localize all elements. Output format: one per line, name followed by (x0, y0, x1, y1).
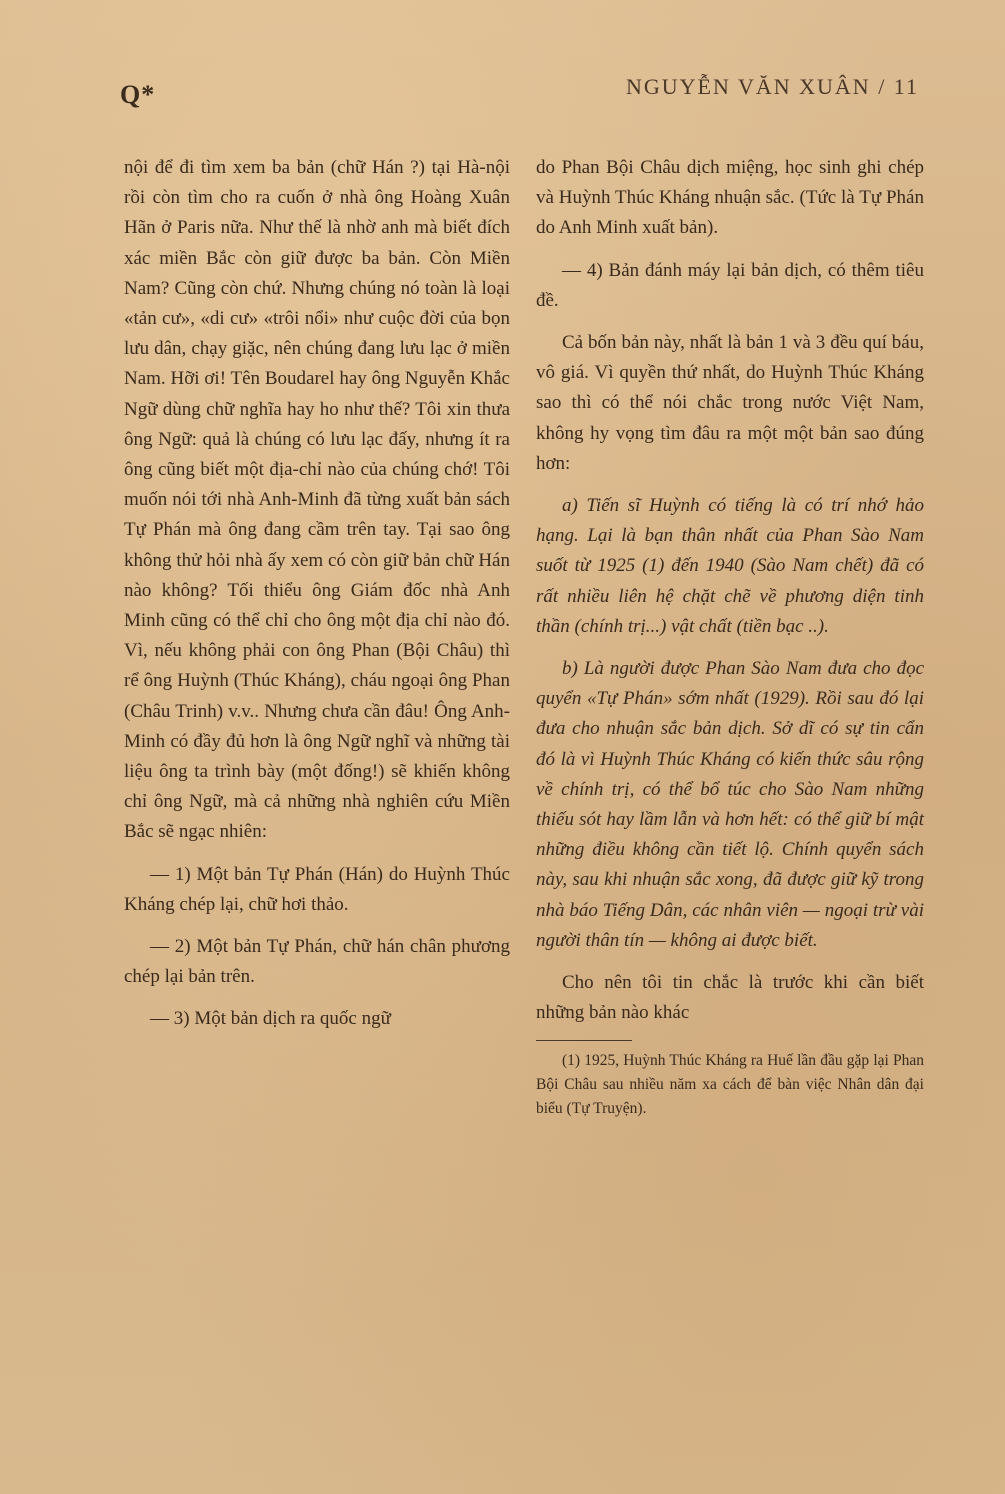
paragraph: nội để đi tìm xem ba bản (chữ Hán ?) tại Hà-nội rồi còn tìm cho ra cuốn ở nhà ông Hoàng Xuân Hãn ở Paris nữa. Như thế là nhờ anh mà biết đích xác miền Bắc còn giữ được ba bản. Còn Miền Nam? Cũng còn chứ. Nhưng chúng nó toàn là loại «tản cư», «di cư» «trôi nổi» như cuộc đời của bọn lưu dân, chạy giặc, nên chúng đang lưu lạc ở miền Nam. Hỡi ơi! Tên Boudarel hay ông Nguyễn Khắc Ngữ dùng chữ nghĩa hay ho như thế? Tôi xin thưa ông Ngữ: quả là chúng có lưu lạc đấy, nhưng ít ra ông cũng biết một địa-chỉ nào của chúng chớ! Tôi muốn nói tới nhà Anh-Minh đã từng xuất bản sách Tự Phán mà ông đang cầm trên tay. Tại sao ông không thử hỏi nhà ấy xem có còn giữ bản chữ Hán nào không? Tối thiểu ông Giám đốc nhà Anh Minh cũng có thể chỉ cho ông một địa chỉ nào đó. Vì, nếu không phải con ông Phan (Bội Châu) thì rể ông Huỳnh (Thúc Kháng), cháu ngoại ông Phan (Châu Trinh) v.v.. Nhưng chưa cần đâu! Ông Anh-Minh có đầy đủ hơn là ông Ngữ nghĩ và những tài liệu ông ta trình bày (một đống!) sẽ khiến không chỉ ông Ngữ, mà cả những nhà nghiên cứu Miền Bắc sẽ ngạc nhiên: (124, 157, 510, 843)
point-b: b) Là người được Phan Sào Nam đưa cho đọc quyển «Tự Phán» sớm nhất (1929). Rồi sau đó lại đưa cho nhuận sắc bản dịch. Sở dĩ có sự tin cẩn đó là vì Huỳnh Thúc Kháng có kiến thức sâu rộng về chính trị, có thể bổ túc cho Sào Nam những thiếu sót hay lầm lẫn và hơn hết: có thể giữ bí mật những điều không cần tiết lộ. Chính quyển sách này, sau khi nhuận sắc xong, đã được giữ kỹ trong nhà báo Tiếng Dân, các nhân viên — ngoại trừ vài người thân tín — không ai được biết. (536, 658, 924, 951)
footnote-divider (536, 1040, 632, 1041)
list-item-2: — 2) Một bản Tự Phán, chữ hán chân phương chép lại bản trên. (124, 936, 510, 988)
point-a: a) Tiến sĩ Huỳnh có tiếng là có trí nhớ hảo hạng. Lại là bạn thân nhất của Phan Sào Nam suốt từ 1925 (1) đến 1940 (Sào Nam chết) đã có rất nhiều liên hệ chặt chẽ về phương diện tinh thần (chính trị...) vật chất (tiền bạc ..). (536, 495, 924, 637)
list-item-1: — 1) Một bản Tự Phán (Hán) do Huỳnh Thúc Kháng chép lại, chữ hơi thảo. (124, 863, 510, 915)
right-text-column (536, 153, 924, 1133)
running-header-title: NGUYỄN VĂN XUÂN / 11 (626, 74, 919, 99)
list-item-4: — 4) Bản đánh máy lại bản dịch, có thêm tiêu đề. (536, 259, 924, 311)
paragraph: Cho nên tôi tin chắc là trước khi cần biết những bản nào khác (536, 972, 924, 1024)
paragraph: Cả bốn bản này, nhất là bản 1 và 3 đều quí báu, vô giá. Vì quyền thứ nhất, do Huỳnh Thúc Kháng sao thì có thể nói chắc trong nước Việt Nam, không hy vọng tìm đâu ra một một bản sao đúng hơn: (536, 332, 924, 474)
list-item-3: — 3) Một bản dịch ra quốc ngữ (150, 1008, 391, 1030)
paragraph: do Phan Bội Châu dịch miệng, học sinh ghi chép và Huỳnh Thúc Kháng nhuận sắc. (Tức là Tự Phán do Anh Minh xuất bản). (536, 157, 924, 239)
left-text-column (124, 153, 510, 1047)
header-mark: Q* (120, 80, 156, 109)
footnote: (1) 1925, Huỳnh Thúc Kháng ra Huế lần đầu gặp lại Phan Bội Châu sau nhiều năm xa cách để bàn việc Nhân dân đại biểu (Tự Truyện). (536, 1052, 924, 1118)
